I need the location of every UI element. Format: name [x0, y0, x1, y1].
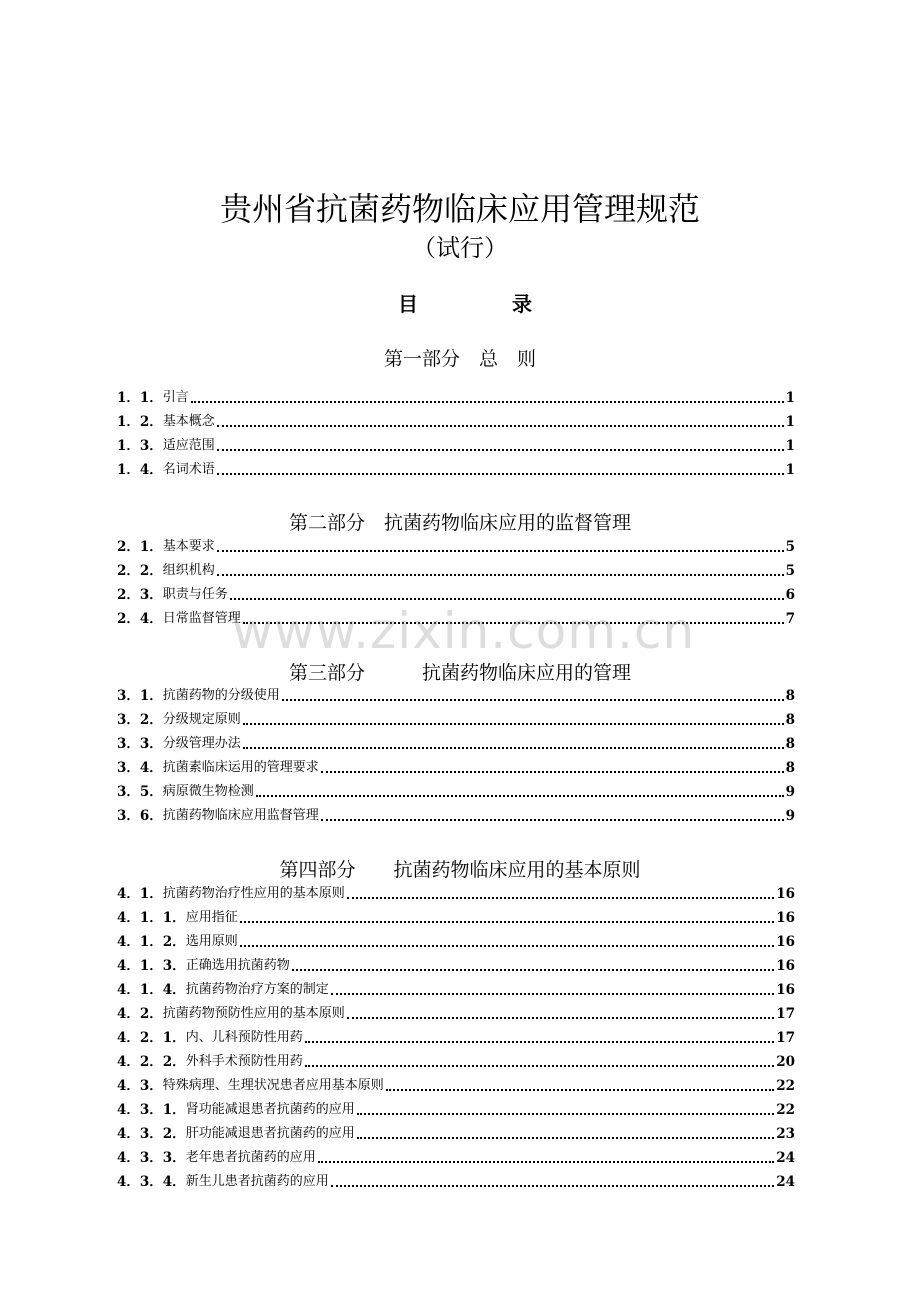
- dot-leader: [357, 1137, 775, 1139]
- entry-number: 1．3．: [117, 438, 163, 454]
- entry-number: 3．2．: [117, 712, 163, 728]
- entry-text: 应用指征: [185, 910, 238, 925]
- entry-page: 5: [785, 539, 795, 555]
- entry-number: 1．1．: [117, 390, 163, 406]
- entry-number: 4．1．4．: [117, 982, 186, 998]
- entry-page: 17: [776, 1006, 795, 1022]
- entry-page: 22: [776, 1078, 795, 1094]
- entry-page: 9: [785, 808, 795, 824]
- toc-heading-left: 目: [398, 292, 418, 316]
- toc-entry[interactable]: [117, 459, 795, 479]
- toc-entry[interactable]: [117, 584, 795, 604]
- entry-text: 新生儿患者抗菌药的应用: [185, 1174, 329, 1189]
- entry-number: 4．2．: [117, 1006, 163, 1022]
- toc-entry[interactable]: [117, 1147, 795, 1167]
- toc-entry[interactable]: [117, 387, 795, 407]
- toc-heading-right: 录: [512, 292, 532, 316]
- entry-text: 基本概念: [162, 414, 215, 429]
- entry-text: 特殊病理、生理状况患者应用基本原则: [162, 1078, 384, 1093]
- entry-number: 1．4．: [117, 462, 163, 478]
- entry-page: 8: [785, 712, 795, 728]
- toc-entry[interactable]: [117, 709, 795, 729]
- entry-page: 1: [785, 414, 795, 430]
- entry-page: 24: [776, 1150, 795, 1166]
- document-title: 贵州省抗菌药物临床应用管理规范: [219, 190, 700, 228]
- entry-page: 1: [785, 438, 795, 454]
- entry-page: 1: [785, 462, 795, 478]
- dot-leader: [230, 598, 784, 600]
- entry-number: 4．3．4．: [117, 1174, 186, 1190]
- dot-leader: [386, 1089, 774, 1091]
- toc-entry[interactable]: [117, 536, 795, 556]
- entry-page: 24: [776, 1174, 795, 1190]
- toc-entry[interactable]: [117, 733, 795, 753]
- dot-leader: [347, 897, 774, 899]
- entry-number: 1．2．: [117, 414, 163, 430]
- toc-entry[interactable]: [117, 883, 795, 903]
- toc-entry[interactable]: [117, 757, 795, 777]
- toc-entry[interactable]: [117, 1171, 795, 1191]
- dot-leader: [321, 819, 784, 821]
- entry-number: 3．1．: [117, 688, 163, 704]
- toc-entry[interactable]: [117, 1099, 795, 1119]
- toc-entry[interactable]: [117, 931, 795, 951]
- section-title-4: 第四部分 抗菌药物临床应用的基本原则: [279, 859, 641, 881]
- entry-page: 20: [776, 1054, 795, 1070]
- entry-number: 2．4．: [117, 611, 163, 627]
- dot-leader: [217, 473, 784, 475]
- toc-entry[interactable]: [117, 955, 795, 975]
- dot-leader: [282, 699, 784, 701]
- dot-leader: [217, 449, 784, 451]
- entry-page: 8: [785, 736, 795, 752]
- dot-leader: [331, 1185, 775, 1187]
- entry-number: 4．3．1．: [117, 1102, 186, 1118]
- toc-entry[interactable]: [117, 435, 795, 455]
- dot-leader: [321, 771, 784, 773]
- toc-entry[interactable]: [117, 781, 795, 801]
- dot-leader: [191, 401, 784, 403]
- toc-entry[interactable]: [117, 979, 795, 999]
- dot-leader: [217, 550, 784, 552]
- entry-number: 2．1．: [117, 539, 163, 555]
- entry-number: 4．1．3．: [117, 958, 186, 974]
- entry-number: 4．3．: [117, 1078, 163, 1094]
- entry-text: 抗菌素临床运用的管理要求: [162, 760, 319, 775]
- entry-page: 1: [785, 390, 795, 406]
- entry-number: 3．3．: [117, 736, 163, 752]
- entry-page: 17: [776, 1030, 795, 1046]
- entry-number: 3．4．: [117, 760, 163, 776]
- entry-page: 6: [785, 587, 795, 603]
- entry-page: 7: [785, 611, 795, 627]
- document-subtitle: （试行）: [412, 234, 508, 262]
- dot-leader: [240, 921, 775, 923]
- entry-text: 选用原则: [185, 934, 238, 949]
- dot-leader: [240, 945, 775, 947]
- entry-text: 适应范围: [162, 438, 215, 453]
- toc-entry[interactable]: [117, 560, 795, 580]
- entry-text: 分级规定原则: [162, 712, 241, 727]
- entry-text: 肾功能减退患者抗菌药的应用: [185, 1102, 355, 1117]
- entry-text: 病原微生物检测: [162, 784, 254, 799]
- toc-entry[interactable]: [117, 1027, 795, 1047]
- entry-text: 名词术语: [162, 462, 215, 477]
- toc-entry[interactable]: [117, 1075, 795, 1095]
- toc-entry[interactable]: [117, 1051, 795, 1071]
- entry-text: 抗菌药物治疗方案的制定: [185, 982, 329, 997]
- dot-leader: [331, 993, 775, 995]
- entry-page: 23: [776, 1126, 795, 1142]
- entry-text: 内、儿科预防性用药: [185, 1030, 303, 1045]
- entry-number: 2．2．: [117, 563, 163, 579]
- entry-page: 16: [776, 910, 795, 926]
- dot-leader: [217, 425, 784, 427]
- entry-number: 3．5．: [117, 784, 163, 800]
- entry-text: 基本要求: [162, 539, 215, 554]
- entry-number: 4．3．3．: [117, 1150, 186, 1166]
- entry-page: 16: [776, 982, 795, 998]
- dot-leader: [305, 1041, 775, 1043]
- entry-page: 16: [776, 934, 795, 950]
- dot-leader: [243, 723, 784, 725]
- toc-entry[interactable]: [117, 411, 795, 431]
- dot-leader: [347, 1017, 774, 1019]
- entry-number: 4．1．: [117, 886, 163, 902]
- entry-text: 外科手术预防性用药: [185, 1054, 303, 1069]
- entry-number: 4．2．2．: [117, 1054, 186, 1070]
- entry-text: 分级管理办法: [162, 736, 241, 751]
- toc-entry[interactable]: [117, 805, 795, 825]
- entry-text: 引言: [162, 390, 189, 405]
- entry-page: 8: [785, 760, 795, 776]
- watermark: www.zixin.com.cn: [232, 602, 696, 660]
- entry-number: 4．1．2．: [117, 934, 186, 950]
- entry-page: 22: [776, 1102, 795, 1118]
- entry-page: 16: [776, 886, 795, 902]
- dot-leader: [357, 1113, 775, 1115]
- entry-number: 4．3．2．: [117, 1126, 186, 1142]
- dot-leader: [256, 795, 784, 797]
- dot-leader: [243, 747, 784, 749]
- dot-leader: [292, 969, 775, 971]
- entry-page: 9: [785, 784, 795, 800]
- toc-entry[interactable]: [117, 1123, 795, 1143]
- toc-entry[interactable]: [117, 907, 795, 927]
- toc-heading: [398, 288, 538, 318]
- section-title-1: 第一部分 总 则: [383, 348, 536, 370]
- toc-entry[interactable]: [117, 685, 795, 705]
- entry-text: 抗菌药物的分级使用: [162, 688, 280, 703]
- entry-text: 老年患者抗菌药的应用: [185, 1150, 316, 1165]
- entry-text: 抗菌药物临床应用监督管理: [162, 808, 319, 823]
- dot-leader: [305, 1065, 775, 1067]
- dot-leader: [318, 1161, 775, 1163]
- entry-page: 5: [785, 563, 795, 579]
- entry-number: 4．1．1．: [117, 910, 186, 926]
- entry-text: 职责与任务: [162, 587, 228, 602]
- entry-page: 16: [776, 958, 795, 974]
- entry-text: 正确选用抗菌药物: [185, 958, 290, 973]
- dot-leader: [217, 574, 784, 576]
- section-title-3: 第三部分 抗菌药物临床应用的管理: [288, 662, 631, 684]
- entry-number: 4．2．1．: [117, 1030, 186, 1046]
- entry-text: 组织机构: [162, 563, 215, 578]
- entry-number: 3．6．: [117, 808, 163, 824]
- toc-entry[interactable]: [117, 1003, 795, 1023]
- entry-page: 8: [785, 688, 795, 704]
- entry-text: 抗菌药物预防性应用的基本原则: [162, 1006, 345, 1021]
- section-title-2: 第二部分 抗菌药物临床应用的监督管理: [288, 512, 631, 534]
- entry-text: 肝功能减退患者抗菌药的应用: [185, 1126, 355, 1141]
- entry-text: 抗菌药物治疗性应用的基本原则: [162, 886, 345, 901]
- entry-text: 日常监督管理: [162, 611, 241, 626]
- entry-number: 2．3．: [117, 587, 163, 603]
